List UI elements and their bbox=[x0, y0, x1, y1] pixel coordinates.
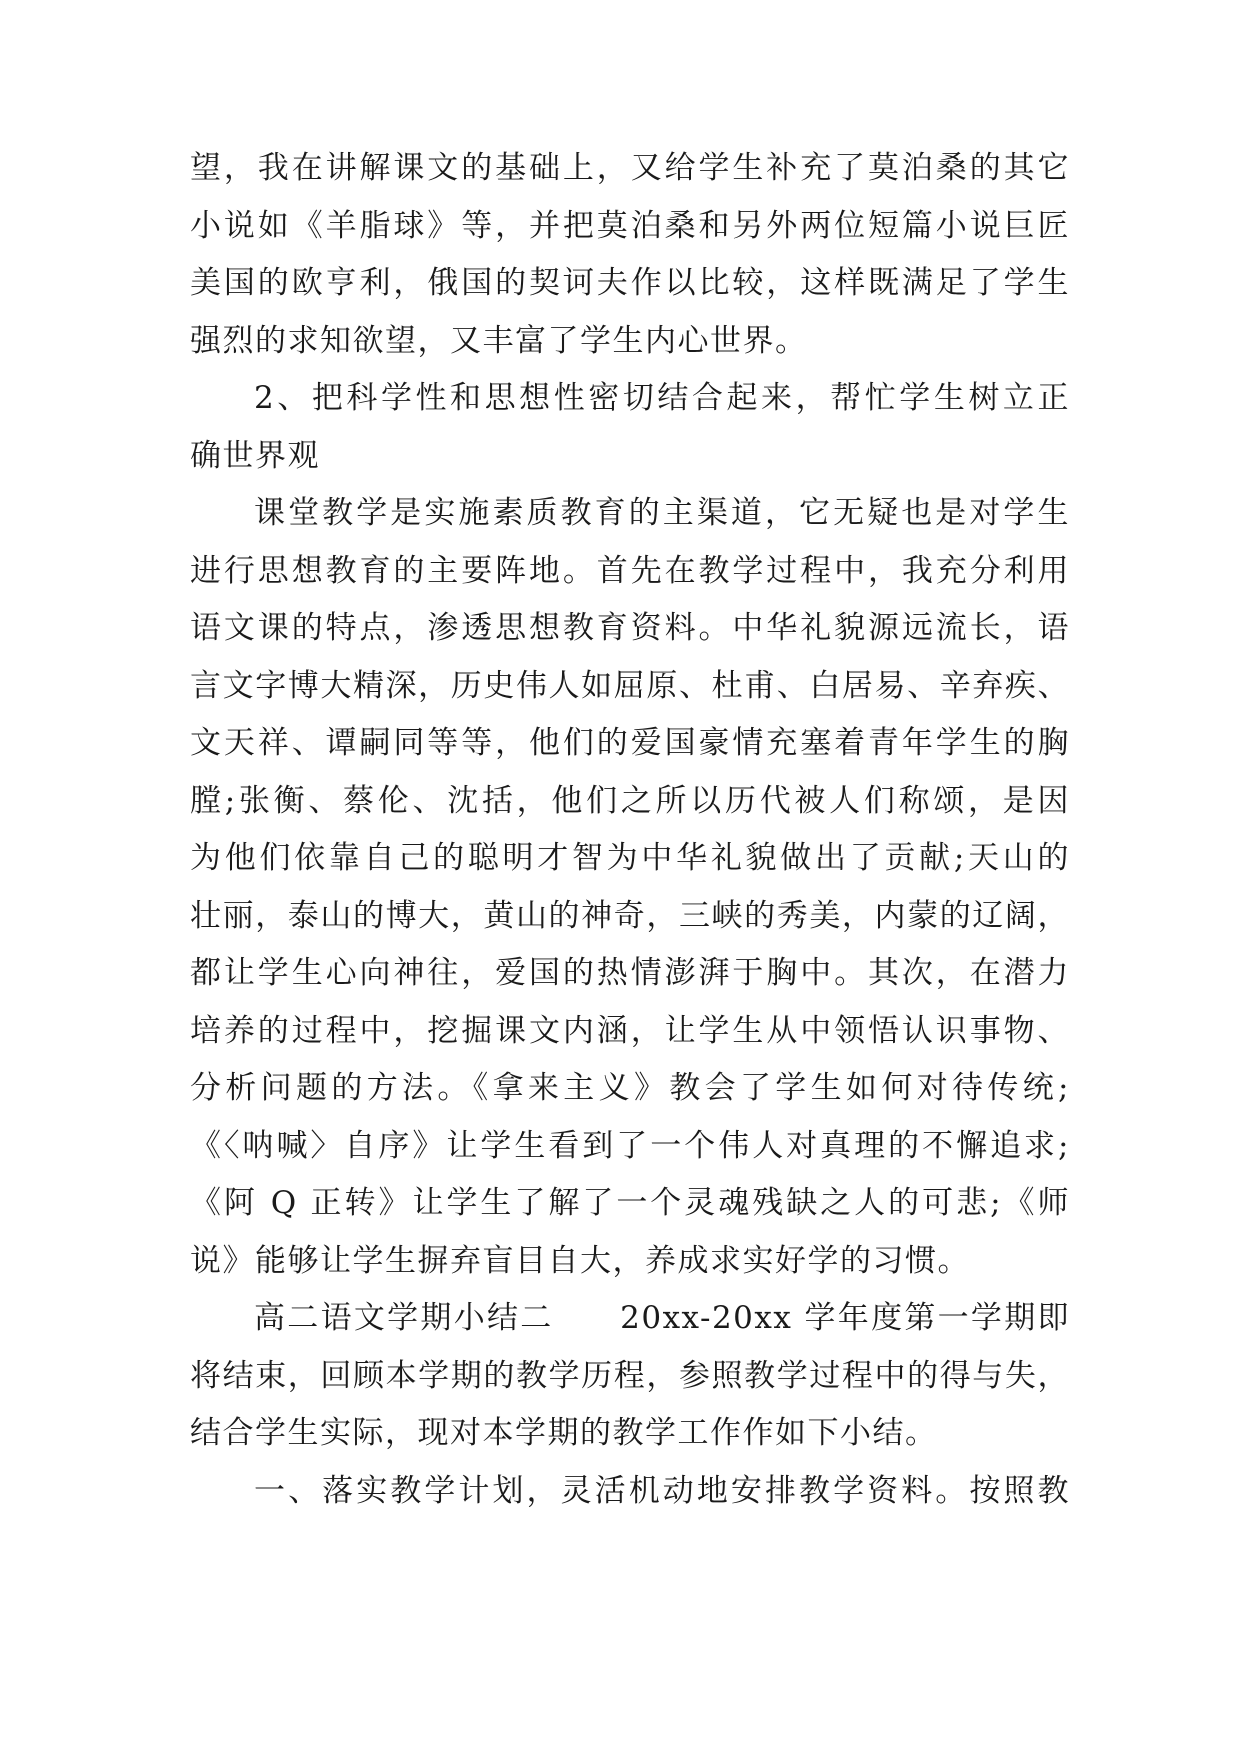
text-line: 进行思想教育的主要阵地。首先在教学过程中，我充分利用 bbox=[190, 552, 1070, 589]
text-line: 将结束，回顾本学期的教学历程，参照教学过程中的得与失， bbox=[190, 1357, 1070, 1394]
text-line: 培养的过程中，挖掘课文内涵，让学生从中领悟认识事物、 bbox=[190, 1012, 1070, 1049]
text-line: 语文课的特点，渗透思想教育资料。中华礼貌源远流长，语 bbox=[190, 610, 1070, 646]
text-line: 2、把科学性和思想性密切结合起来，帮忙学生树立正 bbox=[254, 380, 1070, 416]
text-line: 强烈的求知欲望，又丰富了学生内心世界。 bbox=[190, 322, 808, 359]
text-line: 说》能够让学生摒弃盲目自大，养成求实好学的习惯。 bbox=[190, 1242, 970, 1279]
text-line: 文天祥、谭嗣同等等，他们的爱国豪情充塞着青年学生的胸 bbox=[190, 725, 1070, 761]
text-line: 小说如《羊脂球》等，并把莫泊桑和另外两位短篇小说巨匠 bbox=[190, 207, 1070, 244]
text-line: 《〈呐喊〉自序》让学生看到了一个伟人对真理的不懈追求; bbox=[190, 1127, 1070, 1164]
text-line: 《阿 Q 正转》让学生了解了一个灵魂残缺之人的可悲;《师 bbox=[190, 1185, 1070, 1221]
text-line: 都让学生心向神往，爱国的热情澎湃于胸中。其次，在潜力 bbox=[190, 955, 1070, 991]
text-line: 言文字博大精深，历史伟人如屈原、杜甫、白居易、辛弃疾、 bbox=[190, 667, 1070, 704]
text-line: 分析问题的方法。《拿来主义》教会了学生如何对待传统; bbox=[190, 1070, 1070, 1106]
text-line: 美国的欧亨利，俄国的契诃夫作以比较，这样既满足了学生 bbox=[190, 265, 1070, 301]
text-line: 结合学生实际，现对本学期的教学工作作如下小结。 bbox=[190, 1415, 938, 1451]
text-line: 确世界观 bbox=[190, 437, 320, 474]
text-line: 高二语文学期小结二 20xx-20xx 学年度第一学期即 bbox=[254, 1300, 1070, 1336]
text-line: 课堂教学是实施素质教育的主渠道，它无疑也是对学生 bbox=[254, 495, 1070, 531]
text-line: 望，我在讲解课文的基础上，又给学生补充了莫泊桑的其它 bbox=[190, 150, 1070, 186]
text-line: 壮丽，泰山的博大，黄山的神奇，三峡的秀美，内蒙的辽阔， bbox=[190, 897, 1070, 934]
text-line: 膛;张衡、蔡伦、沈括，他们之所以历代被人们称颂，是因 bbox=[190, 782, 1070, 819]
text-line: 为他们依靠自己的聪明才智为中华礼貌做出了贡献;天山的 bbox=[190, 840, 1070, 876]
document-body bbox=[190, 140, 1070, 1520]
text-line: 一、落实教学计划，灵活机动地安排教学资料。按照教 bbox=[254, 1472, 1070, 1509]
